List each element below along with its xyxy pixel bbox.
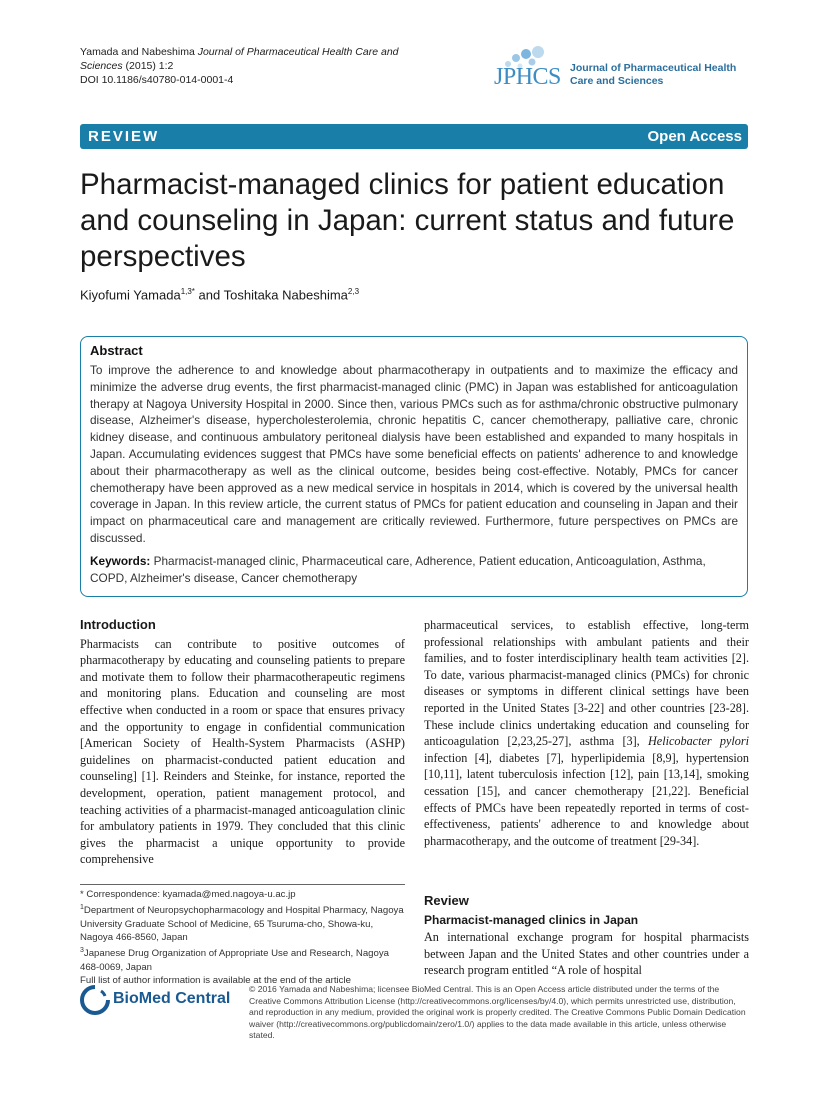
keywords-list: Pharmacist-managed clinic, Pharmaceutical care, Adherence, Patient education, Anticoagulation, Asthma, COPD, Alzheimer's disease, Cancer chemotherapy (90, 553, 706, 585)
right-column (424, 617, 749, 849)
footnote-divider (80, 884, 405, 885)
author-affiliation-sup: 2,3 (347, 287, 360, 296)
affiliation-text: Department of Neuropsychopharmacology and Hospital Pharmacy, Nagoya University Graduate School of Medicine, 65 Tsuruma-cho, Showa-ku, Nagoya 466-8560, Japan (80, 905, 404, 944)
article-title: Pharmacist-managed clinics for patient education and counseling in Japan: current status and future perspectives (80, 168, 735, 273)
affiliation-1 (80, 901, 405, 944)
abstract-heading: Abstract (90, 343, 143, 358)
paragraph-text: infection [4], diabetes [7], hyperlipidemia [8,9], hypertension [10,11], latent tuberculosis infection [12], pain [13,14], smoking cessation [15], and cancer chemotherapy [21,22]. Beneficial effects of PMCs have been repeatedly reported in terms of cost-effectiveness, patients' adherence to and knowledge about pharmacotherapy, and the outcome of treatment [29-34]. (424, 750, 749, 848)
cite-journal: Journal of Pharmaceutical Health Care and Sciences (80, 46, 399, 72)
keywords (90, 553, 738, 587)
journal-logo-name: Journal of Pharmaceutical Health Care and Sciences (570, 62, 737, 87)
doi[interactable]: DOI 10.1186/s40780-014-0001-4 (80, 74, 234, 86)
keywords-label: Keywords: (90, 553, 151, 568)
left-column (80, 617, 405, 868)
section-heading-review: Review (424, 893, 469, 908)
author-name: Kiyofumi Yamada (80, 287, 181, 303)
abstract-body: To improve the adherence to and knowledge about pharmacotherapy in outpatients and to maximize the efficacy and minimize the adverse drug events, the first pharmacist-managed clinic (PMC) in Japan was established for anticoagulation therapy at Nagoya University Hospital in 2000. Since then, various PMCs such as for asthma/chronic obstructive pulmonary disease, Alzheimer's disease, hypercholesterolemia, chronic hepatitis C, cancer chemotherapy, palliative care, chronic kidney disease, and continuous ambulatory peritoneal dialysis have been established and expanded to many hospitals in Japan. Accumulating evidences suggest that PMCs have some beneficial effects on patients' adherence to and knowledge about their pharmacotherapy as well as the clinical outcome, besides being cost-effective. Notably, PMCs for cancer chemotherapy have been approved as a new medical service in hospitals in 2014, which is covered by the universal health coverage in Japan. In this review article, the current status of PMCs for patient education and counseling in Japan and their impact on pharmaceutical care and management are critically reviewed. Furthermore, future perspectives on PMCs are discussed. (90, 363, 738, 545)
journal-logo-text: JPHCS (494, 64, 561, 90)
author-info-note: Full list of author information is available at the end of the article (80, 975, 351, 987)
publisher-name: BioMed Central (113, 990, 231, 1007)
abstract-box (80, 336, 748, 597)
citation-block (80, 45, 410, 87)
author-affiliation-sup: 1,3* (180, 287, 195, 296)
subsection-heading: Pharmacist-managed clinics in Japan (424, 912, 639, 927)
section-heading-introduction: Introduction (80, 617, 156, 632)
introduction-paragraph: Pharmacists can contribute to positive outcomes of pharmacotherapy by educating and counseling patients to prepare and motivate them to follow their pharmacotherapeutic regimens and monitoring plans. Education and counseling are most effective when conducted in a room or space that ensures privacy and the opportunity to engage in confidential communication [American Society of Health-System Pharmacists (ASHP) guidelines on pharmacist-conducted patient education and counseling] [1]. Reinders and Steinke, for instance, reported the development, operation, patient management protocol, and teaching activities of a pharmacist-managed anticoagulation clinic for ambulatory patients in 1979. They concluded that this clinic gives the pharmacist a unique opportunity to provide comprehensive (80, 636, 405, 867)
cite-authors: Yamada and Nabeshima (80, 46, 195, 58)
affiliation-text: Japanese Drug Organization of Appropriate Use and Research, Nagoya 468-0069, Japan (80, 948, 389, 973)
footnotes (80, 888, 405, 987)
affiliation-sup: 3 (80, 947, 84, 955)
correspondence[interactable]: * Correspondence: kyamada@med.nagoya-u.ac.jp (80, 889, 296, 900)
cite-issue: (2015) 1:2 (125, 60, 174, 72)
biomed-central-logo-icon (80, 985, 110, 1015)
affiliation-3 (80, 944, 405, 974)
review-paragraph: An international exchange program for hospital pharmacists between Japan and the United States and other countries under a research program entitled “A role of hospital (424, 930, 749, 978)
paragraph-text: pharmaceutical services, to establish effective, long-term professional relationships with ambulant patients and their families, and to foster interdisciplinary health team activities [2]. To date, various pharmacist-managed clinics (PMCs) for chronic diseases or symptoms in different clinical settings have been reported in the United States [3-22] and other countries [23-28]. These include clinics undertaking education and counseling for anticoagulation [2,23,25-27], asthma [3], (424, 618, 749, 749)
species-name: Helicobacter pylori (647, 734, 749, 749)
review-section (424, 893, 749, 979)
introduction-paragraph-continued (424, 617, 749, 849)
article-type-label: REVIEW (88, 128, 160, 145)
open-access-label: Open Access (647, 128, 742, 145)
author-list (80, 287, 359, 302)
author-conjunction: and (194, 287, 224, 303)
article-type-bar (80, 124, 748, 149)
affiliation-sup: 1 (80, 904, 84, 912)
license-text: © 2016 Yamada and Nabeshima; licensee BioMed Central. This is an Open Access article distributed under the terms of the Creative Commons Attribution License (http://creativecommons.org/licenses/by/4.0), which permits unrestricted use, distribution, and reproduction in any medium, provided the original work is properly credited. The Creative Commons Public Domain Dedication waiver (http://creativecommons.org/publicdomain/zero/1.0/) applies to the data made available in this article, unless otherwise stated. (249, 984, 746, 1041)
author-name: Toshitaka Nabeshima (223, 287, 348, 303)
